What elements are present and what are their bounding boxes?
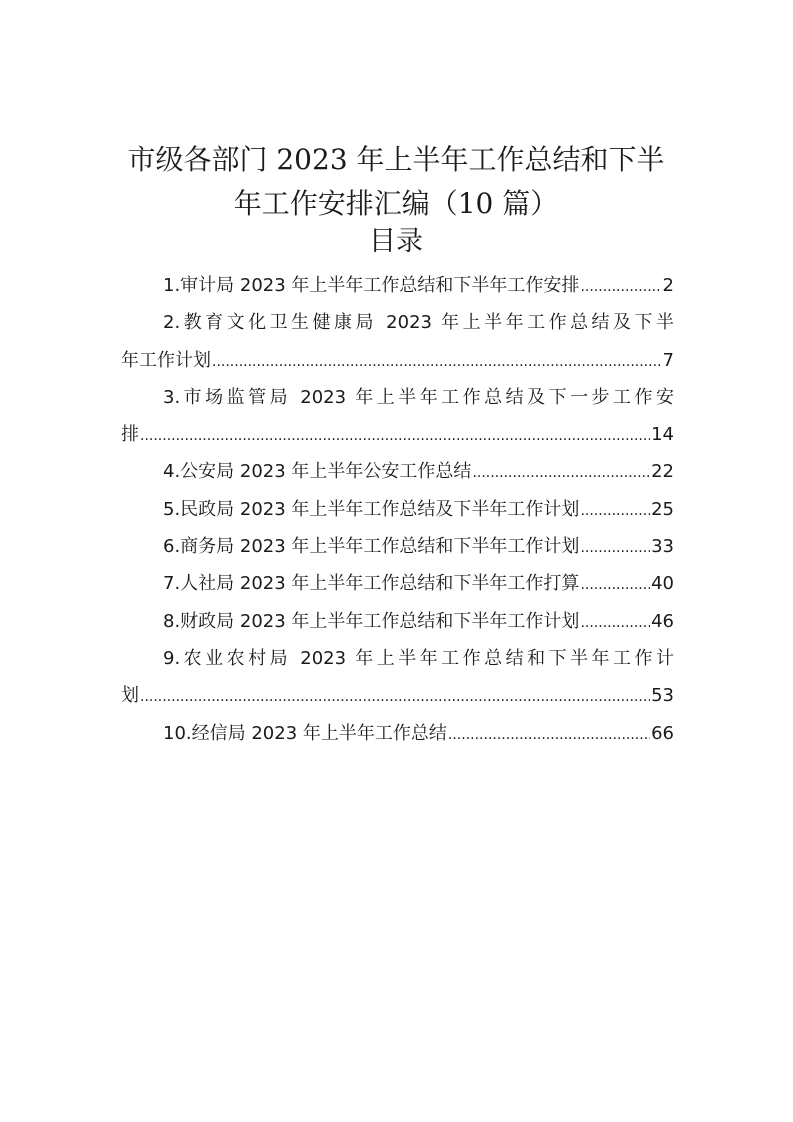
toc-dot-leader [580,269,661,304]
toc-page-number: 33 [651,536,674,558]
toc-page-number: 22 [651,461,674,483]
toc-entry-4[interactable] [121,453,674,490]
toc-entry-title: 7.人社局 2023 年上半年工作总结和下半年工作打算 [163,573,580,595]
toc-entry-title: 2.教育文化卫生健康局 2023 年上半年工作总结及下半 [163,312,674,334]
toc-entry-9-continued[interactable] [121,677,674,714]
toc-dot-leader [580,493,650,528]
toc-entry-3[interactable] [121,379,674,416]
toc-page-number: 66 [651,722,674,744]
toc-dot-leader [580,567,650,602]
title-line-2: 年工作安排汇编（10 篇） [233,187,559,220]
toc-entry-title: 9.农业农村局 2023 年上半年工作总结和下半年工作计 [163,647,674,669]
toc-heading: 目录 [369,226,423,257]
toc-entry-title: 3.市场监管局 2023 年上半年工作总结及下一步工作安 [163,386,674,408]
toc-entry-title-continued: 排 [121,424,139,446]
table-of-contents [121,267,674,752]
toc-entry-3-continued[interactable] [121,416,674,453]
toc-dot-leader [212,344,662,379]
toc-page-number: 14 [651,424,674,446]
toc-entry-7[interactable] [121,565,674,602]
toc-entry-5[interactable] [121,491,674,528]
toc-entry-title: 8.财政局 2023 年上半年工作总结和下半年工作计划 [163,610,580,632]
toc-entry-10[interactable] [121,715,674,752]
title-line-1: 市级各部门 2023 年上半年工作总结和下半 [127,143,665,176]
toc-entry-title: 4.公安局 2023 年上半年公安工作总结 [163,461,472,483]
toc-entry-9[interactable] [121,640,674,677]
toc-page-number: 40 [651,573,674,595]
toc-page-number: 25 [651,498,674,520]
toc-entry-title: 6.商务局 2023 年上半年工作总结和下半年工作计划 [163,536,580,558]
toc-entry-8[interactable] [121,603,674,640]
toc-dot-leader [580,605,650,640]
toc-entry-6[interactable] [121,528,674,565]
toc-dot-leader [472,455,650,490]
toc-entry-title: 10.经信局 2023 年上半年工作总结 [163,722,447,744]
toc-page-number: 53 [651,685,674,707]
toc-entry-title-continued: 年工作计划 [121,349,211,371]
toc-dot-leader [580,530,650,565]
toc-entry-title-continued: 划 [121,685,139,707]
document-title [112,138,680,226]
toc-entry-2-continued[interactable] [121,342,674,379]
toc-dot-leader [140,679,650,714]
toc-entry-title: 5.民政局 2023 年上半年工作总结及下半年工作计划 [163,498,580,520]
toc-entry-title: 1.审计局 2023 年上半年工作总结和下半年工作安排 [163,275,580,296]
toc-page-number: 46 [651,610,674,632]
toc-page-number: 7 [662,349,674,371]
toc-entry-2[interactable] [121,304,674,341]
toc-entry-1[interactable] [121,267,674,304]
toc-dot-leader [140,418,650,453]
toc-page-number: 2 [662,275,674,296]
toc-dot-leader [448,717,650,752]
